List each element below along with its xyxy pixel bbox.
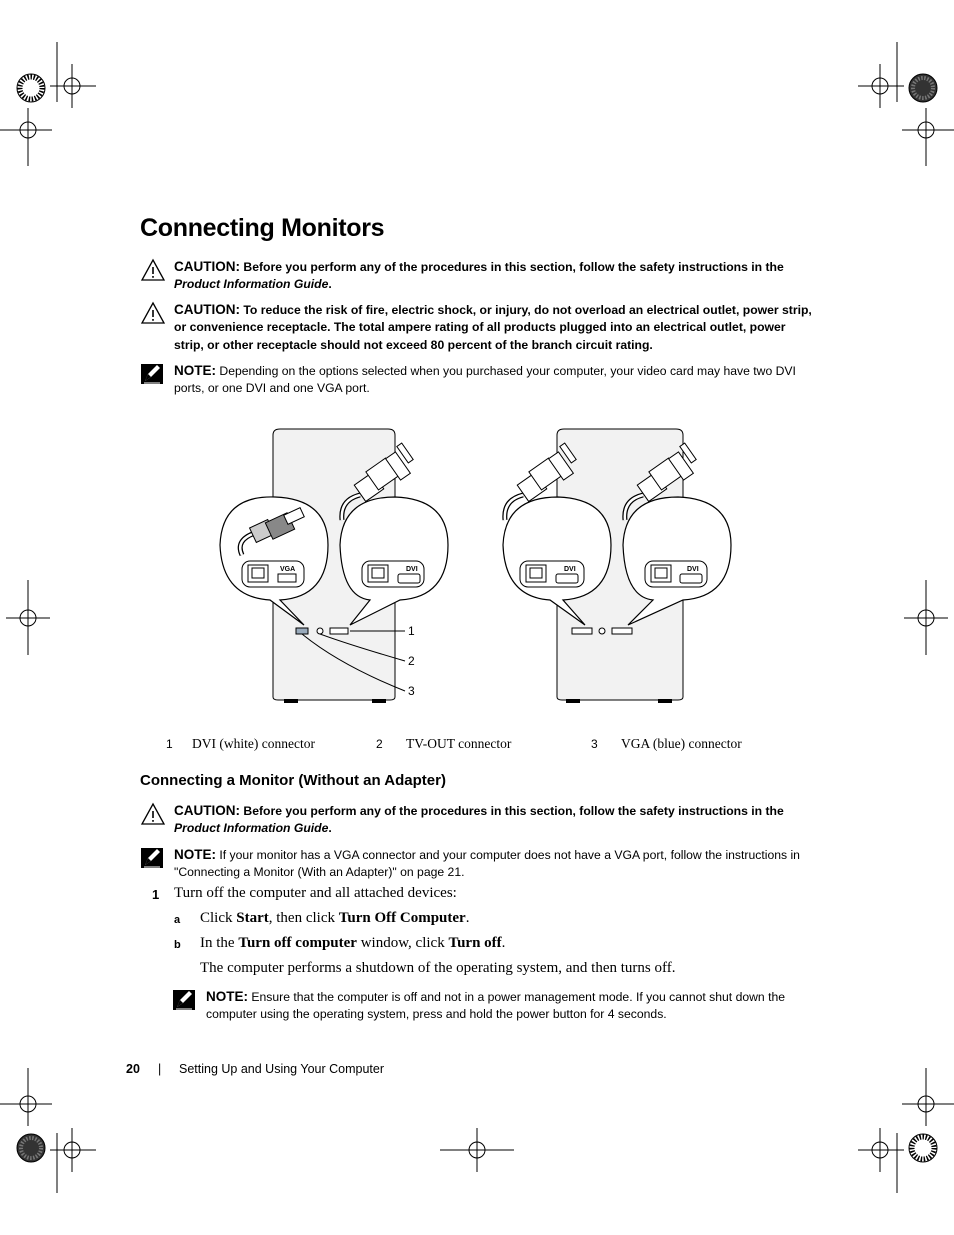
footer-separator: | [158,1062,162,1076]
caution-ref: Product Information Guide [174,277,329,292]
step-result: The computer performs a shutdown of the operating system, and then turns off. [200,960,676,976]
warning-triangle-icon [140,258,166,282]
note-notice [172,988,812,1024]
step-text: Turn off the computer and all attached devices: [174,885,457,901]
caution-label: CAUTION: [174,302,240,317]
section-heading: Connecting a Monitor (Without an Adapter) [140,772,446,789]
legend-num: 3 [591,737,598,751]
note-notice [140,362,820,398]
substep-label: a [174,914,181,926]
dvi-port-label: DVI [687,566,699,573]
dvi-port-label: DVI [406,566,418,573]
substep-text: In the [200,935,239,951]
substep-text: Click [200,910,237,926]
caution-text: To reduce the risk of fire, electric shock, or injury, do not overload an electrical outlet, power strip, or convenience receptacle. The total ampere rating of all products plugged into an electrical outlet, power strip, or other receptacle should not exceed 80 percent of the branch circuit rating. [174,303,812,352]
substep-text: , then click [268,910,339,926]
legend-text: TV-OUT connector [406,736,512,751]
caution-end: . [328,277,332,292]
legend-text: VGA (blue) connector [621,736,742,751]
substep-text: . [465,910,470,926]
note-label: NOTE: [174,847,216,862]
callout-3: 3 [408,684,415,698]
note-text: If your monitor has a VGA connector and your computer does not have a VGA port, follow the instructions in "Connecting a Monitor (With an Adapter)" on page 21. [174,848,800,880]
warning-triangle-icon [140,802,166,826]
substep-text: . [501,935,506,951]
turn-off-label: Turn off [448,935,502,951]
note-label: NOTE: [206,989,248,1004]
caution-text: Before you perform any of the procedures in this section, follow the safety instructions in the [243,804,784,818]
callout-1: 1 [408,624,415,638]
page-title: Connecting Monitors [140,214,385,242]
note-text: Ensure that the computer is off and not in a power management mode. If you cannot shut down the computer using the operating system, press and hold the power button for 4 seconds. [206,990,786,1022]
callout-2: 2 [408,654,415,668]
step-number: 1 [152,887,160,902]
monitor-connectors-figure [200,425,760,710]
substep-text: window, click [356,935,449,951]
dvi-port-label: DVI [564,566,576,573]
substep-a [200,910,469,927]
substep-b [200,935,505,952]
turn-off-computer-label: Turn Off Computer [338,910,466,926]
turn-off-window-label: Turn off computer [238,935,357,951]
note-label: NOTE: [174,363,216,378]
caution-ref: Product Information Guide [174,821,329,836]
caution-label: CAUTION: [174,259,240,274]
warning-triangle-icon [140,301,166,325]
caution-notice [140,258,820,294]
legend-text: DVI (white) connector [192,736,315,751]
figure-legend [160,736,780,756]
note-pencil-icon [172,988,198,1012]
vga-port-label: VGA [280,566,296,573]
caution-notice [140,301,820,355]
legend-num: 1 [166,737,173,751]
chapter-title: Setting Up and Using Your Computer [179,1062,384,1076]
caution-notice [140,802,820,838]
note-text: Depending on the options selected when you purchased your computer, your video card may have two DVI ports, or one DVI and one VGA port. [174,364,796,396]
legend-num: 2 [376,737,383,751]
caution-end: . [328,821,332,836]
caution-label: CAUTION: [174,803,240,818]
page-number: 20 [126,1062,140,1076]
note-notice [140,846,820,882]
note-pencil-icon [140,362,166,386]
start-label: Start [236,910,269,926]
substep-label: b [174,939,181,951]
caution-text: Before you perform any of the procedures in this section, follow the safety instructions in the [243,260,784,274]
note-pencil-icon [140,846,166,870]
